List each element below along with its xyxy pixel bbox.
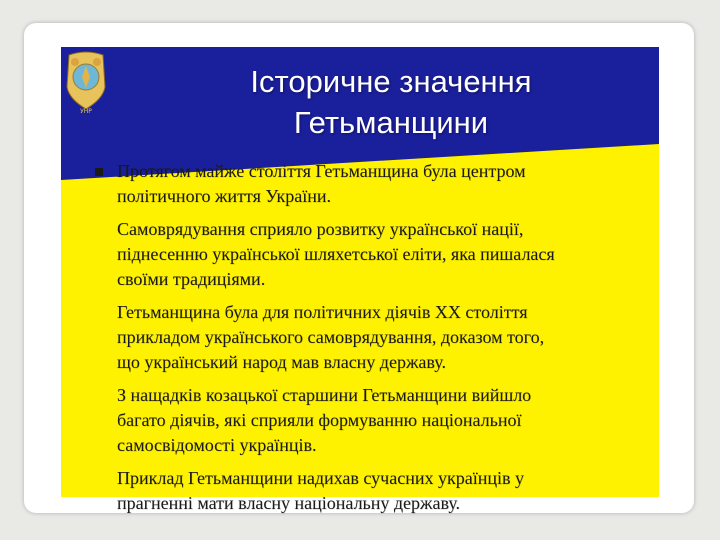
bullet-square-icon (95, 168, 103, 176)
paragraph-4 (61, 383, 621, 458)
text-line: багато діячів, які сприяли формуванню національної (117, 410, 522, 430)
emblem-caption: УНР (80, 108, 92, 115)
paragraph-3 (61, 300, 621, 375)
slide-body (61, 159, 621, 524)
slide-title-line-2: Гетьманщини (293, 105, 489, 140)
slide (61, 47, 659, 513)
text-line: Гетьманщина була для політичних діячів ХХ століття (117, 302, 528, 322)
paragraph-1 (61, 159, 621, 209)
paragraph-5 (61, 466, 621, 516)
paragraph-2 (61, 217, 621, 292)
slide-title-line-1: Історичне значення (250, 64, 532, 99)
text-line: прикладом українського самоврядування, доказом того, (117, 327, 545, 347)
text-line: прагненні мати власну національну державу. (117, 493, 461, 513)
slide-title (141, 61, 641, 143)
text-line: самосвідомості українців. (117, 435, 317, 455)
text-line: Самоврядування сприяло розвитку української нації, (117, 219, 524, 239)
text-line: політичного життя України. (117, 186, 332, 206)
text-line: Приклад Гетьманщини надихав сучасних українців у (117, 468, 524, 488)
text-line: З нащадків козацької старшини Гетьманщини вийшло (117, 385, 532, 405)
text-line: своїми традиціями. (117, 269, 266, 289)
text-line: Протягом майже століття Гетьманщина була центром (117, 161, 526, 181)
text-line: що український народ мав власну державу. (117, 352, 446, 372)
text-line: піднесенню української шляхетської еліти, яка пишалася (117, 244, 555, 264)
coat-of-arms-icon (61, 47, 111, 117)
